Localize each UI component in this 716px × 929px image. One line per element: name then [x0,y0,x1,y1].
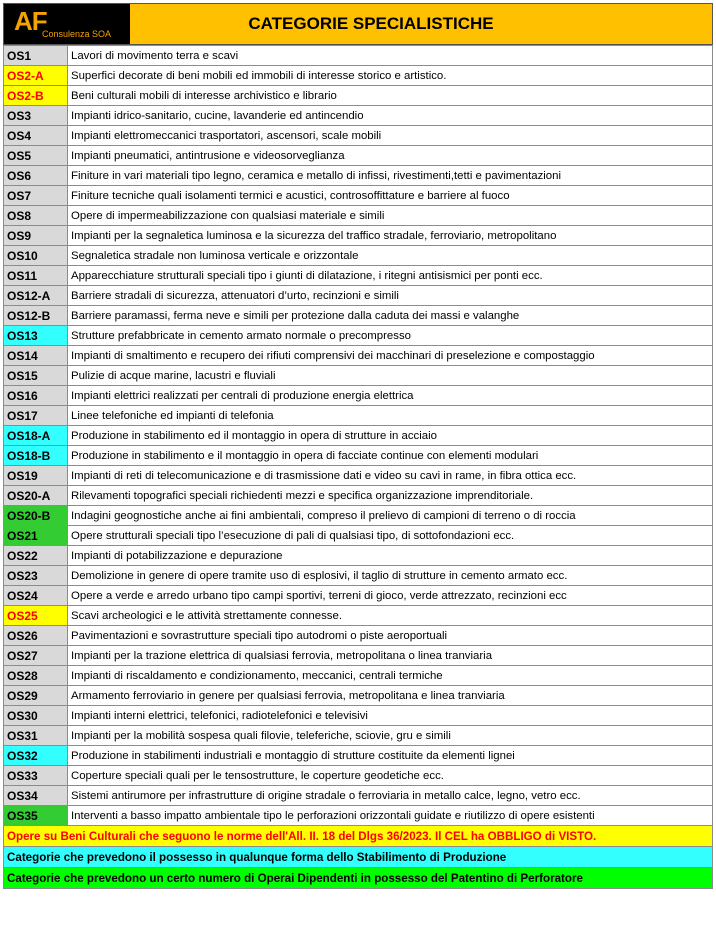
table-row [4,186,713,206]
category-description: Barriere stradali di sicurezza, attenuatori d’urto, recinzioni e simili [68,286,713,306]
category-description: Impianti elettrici realizzati per centrali di produzione energia elettrica [68,386,713,406]
category-description: Impianti di reti di telecomunicazione e di trasmissione dati e video su cavi in rame, in fibra ottica ecc. [68,466,713,486]
category-description: Finiture tecniche quali isolamenti termici e acustici, controsoffittature e barriere al fuoco [68,186,713,206]
category-code: OS2-B [4,86,68,106]
category-code: OS23 [4,566,68,586]
category-description: Pulizie di acque marine, lacustri e fluviali [68,366,713,386]
category-code: OS30 [4,706,68,726]
table-row [4,326,713,346]
table-row [4,386,713,406]
category-code: OS14 [4,346,68,366]
table-row [4,486,713,506]
category-description: Produzione in stabilimento ed il montaggio in opera di strutture in acciaio [68,426,713,446]
category-description: Produzione in stabilimento e il montaggio in opera di facciate continue con elementi modulari [68,446,713,466]
af-logo [4,4,130,44]
table-row [4,406,713,426]
table-row [4,726,713,746]
category-code: OS22 [4,546,68,566]
table-row [4,646,713,666]
table-row [4,246,713,266]
table-row [4,706,713,726]
category-description: Impianti elettromeccanici trasportatori, ascensori, scale mobili [68,126,713,146]
category-code: OS31 [4,726,68,746]
table-row [4,46,713,66]
table-row [4,166,713,186]
table-row [4,366,713,386]
category-description: Apparecchiature strutturali speciali tipo i giunti di dilatazione, i ritegni antisismici per ponti ecc. [68,266,713,286]
category-code: OS18-B [4,446,68,466]
category-description: Rilevamenti topografici speciali richiedenti mezzi e specifica organizzazione imprenditoriale. [68,486,713,506]
category-description: Finiture in vari materiali tipo legno, ceramica e metallo di infissi, rivestimenti,tetti e pavimentazioni [68,166,713,186]
category-code: OS1 [4,46,68,66]
category-code: OS5 [4,146,68,166]
category-code: OS3 [4,106,68,126]
table-row [4,566,713,586]
table-row [4,306,713,326]
table-row [4,66,713,86]
table-row [4,466,713,486]
category-code: OS24 [4,586,68,606]
category-code: OS13 [4,326,68,346]
category-code: OS8 [4,206,68,226]
category-description: Opere strutturali speciali tipo l’esecuzione di pali di qualsiasi tipo, di sottofondazioni ecc. [68,526,713,546]
table-row [4,586,713,606]
category-code: OS9 [4,226,68,246]
table-row [4,346,713,366]
table-row [4,746,713,766]
table-row [4,686,713,706]
table-row [4,266,713,286]
table-row [4,606,713,626]
category-code: OS10 [4,246,68,266]
category-description: Pavimentazioni e sovrastrutture speciali tipo autodromi o piste aeroportuali [68,626,713,646]
category-code: OS15 [4,366,68,386]
category-description: Demolizione in genere di opere tramite uso di esplosivi, il taglio di strutture in cemento armato ecc. [68,566,713,586]
table-row [4,226,713,246]
category-code: OS32 [4,746,68,766]
table-row [4,766,713,786]
category-code: OS19 [4,466,68,486]
category-code: OS16 [4,386,68,406]
header [3,3,713,45]
table-row [4,626,713,646]
category-description: Segnaletica stradale non luminosa verticale e orizzontale [68,246,713,266]
category-code: OS34 [4,786,68,806]
category-code: OS35 [4,806,68,826]
table-row [4,146,713,166]
category-code: OS26 [4,626,68,646]
table-row [4,106,713,126]
category-description: Impianti per la mobilità sospesa quali filovie, teleferiche, sciovie, gru e simili [68,726,713,746]
category-code: OS25 [4,606,68,626]
table-row [4,786,713,806]
category-code: OS4 [4,126,68,146]
category-code: OS28 [4,666,68,686]
category-code: OS29 [4,686,68,706]
table-row [4,806,713,826]
table-row [4,286,713,306]
category-description: Impianti di riscaldamento e condizionamento, meccanici, centrali termiche [68,666,713,686]
category-description: Indagini geognostiche anche ai fini ambientali, compreso il prelievo di campioni di terreno o di roccia [68,506,713,526]
category-code: OS7 [4,186,68,206]
logo-mark: AF [14,6,47,36]
table-row [4,426,713,446]
category-description: Impianti di potabilizzazione e depurazione [68,546,713,566]
table-row [4,86,713,106]
category-description: Impianti per la trazione elettrica di qualsiasi ferrovia, metropolitana o linea tranviaria [68,646,713,666]
category-description: Sistemi antirumore per infrastrutture di origine stradale o ferroviaria in metallo calce, legno, vetro ecc. [68,786,713,806]
categories-table [3,45,713,826]
category-description: Impianti idrico-sanitario, cucine, lavanderie ed antincendio [68,106,713,126]
category-description: Strutture prefabbricate in cemento armato normale o precompresso [68,326,713,346]
category-description: Opere a verde e arredo urbano tipo campi sportivi, terreni di gioco, verde attrezzato, recinzioni ecc [68,586,713,606]
category-description: Linee telefoniche ed impianti di telefonia [68,406,713,426]
category-code: OS21 [4,526,68,546]
category-code: OS27 [4,646,68,666]
table-row [4,666,713,686]
category-code: OS18-A [4,426,68,446]
category-code: OS20-B [4,506,68,526]
category-code: OS17 [4,406,68,426]
category-code: OS2-A [4,66,68,86]
table-row [4,206,713,226]
category-description: Coperture speciali quali per le tensostrutture, le coperture geodetiche ecc. [68,766,713,786]
category-description: Beni culturali mobili di interesse archivistico e librario [68,86,713,106]
category-code: OS12-B [4,306,68,326]
category-code: OS11 [4,266,68,286]
table-row [4,526,713,546]
page-title: CATEGORIE SPECIALISTICHE [130,4,712,44]
logo-subtitle: Consulenza SOA [42,29,112,39]
category-description: Armamento ferroviario in genere per qualsiasi ferrovia, metropolitana e linea tranviaria [68,686,713,706]
category-description: Impianti di smaltimento e recupero dei rifiuti comprensivi dei macchinari di preselezione e compostaggio [68,346,713,366]
category-description: Opere di impermeabilizzazione con qualsiasi materiale e simili [68,206,713,226]
category-code: OS12-A [4,286,68,306]
category-description: Superfici decorate di beni mobili ed immobili di interesse storico e artistico. [68,66,713,86]
category-description: Scavi archeologici e le attività strettamente connesse. [68,606,713,626]
category-description: Impianti interni elettrici, telefonici, radiotelefonici e televisivi [68,706,713,726]
category-description: Produzione in stabilimenti industriali e montaggio di strutture costituite da elementi lignei [68,746,713,766]
table-row [4,126,713,146]
spreadsheet [3,3,713,889]
category-description: Impianti pneumatici, antintrusione e videosorveglianza [68,146,713,166]
category-code: OS20-A [4,486,68,506]
table-row [4,506,713,526]
category-code: OS6 [4,166,68,186]
category-description: Impianti per la segnaletica luminosa e la sicurezza del traffico stradale, ferroviario, metropolitano [68,226,713,246]
table-row [4,446,713,466]
category-description: Lavori di movimento terra e scavi [68,46,713,66]
legend-cultural-heritage: Opere su Beni Culturali che seguono le norme dell'All. II. 18 del Dlgs 36/2023. Il CEL ha OBBLIGO di VISTO. [3,826,713,847]
category-description: Barriere paramassi, ferma neve e simili per protezione dalla caduta dei massi e valanghe [68,306,713,326]
table-row [4,546,713,566]
legend-perforatore: Categorie che prevedono un certo numero di Operai Dipendenti in possesso del Patentino di Perforatore [3,868,713,889]
category-description: Interventi a basso impatto ambientale tipo le perforazioni orizzontali guidate e riutilizzo di opere esistenti [68,806,713,826]
category-code: OS33 [4,766,68,786]
legend-stabilimento: Categorie che prevedono il possesso in qualunque forma dello Stabilimento di Produzione [3,847,713,868]
